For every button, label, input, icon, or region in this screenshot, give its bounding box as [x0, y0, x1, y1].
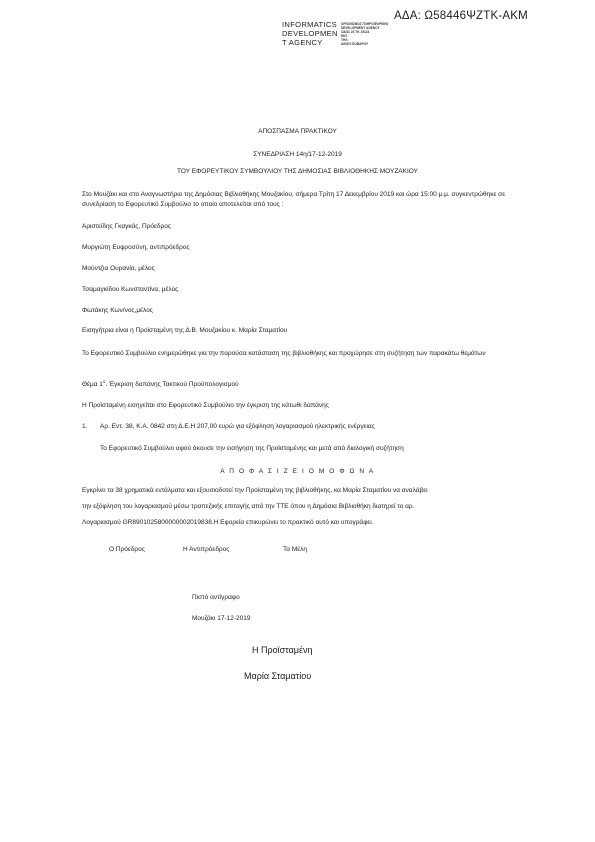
- certified-date: Μουζάκι 17-12-2019: [192, 615, 251, 622]
- member: Μούντζια Ουρανία, μέλος: [82, 265, 155, 272]
- decision-line: Εγκρίνει τα 38 χρηματικά εντάλματα και εξουσιοδοτεί την Προϊσταμένη της βιβλιοθήκης, κα Μαρία Σταματίου να αναλάβει: [82, 487, 428, 494]
- decision-line: Λογαριασμού GR8901025800000002019838.Η Εφορεία επικυρώνει το πρακτικό αυτό και υπογράφει.: [82, 519, 374, 526]
- briefing-paragraph: Το Εφορευτικό Συμβούλιο ενημερώθηκε για την παρούσα κατάσταση της βιβλιοθήκης και προχώρησε στη συζήτηση των παρακάτω θεμάτων: [82, 350, 486, 357]
- certified-copy: Πιστό αντίγραφο: [192, 594, 240, 601]
- signature-members: Τα Μέλη: [283, 546, 307, 553]
- logo-small-text: ΟΡΓΑΝΙΣΜΟΣ ΠΛΗΡΟΦΟΡΙΚΗΣ DEVELOPMENT AGENCY ΟΔΟΣ 23 ΤΚ 15123 ΕΚΣ ΤΗΛ: Δ/ΝΣΗ ΙΣΟΒΑΡΟΥ: [341, 22, 389, 46]
- member-president: Αριστείδης Γκαγκάς, Πρόεδρος: [82, 223, 171, 230]
- intro-paragraph: Στο Μουζάκι και στο Αναγνωστήριο της Δημόσιας Βιβλιοθήκης Μουζακίου, σήμερα Τρίτη 17 Δεκεμβρίου 2019 και ώρα 15:00 μ.μ. συγκεντρώθηκε σε συνεδρίαση το Εφορευτικό Συμβούλιο το οποίο αποτελείται από τους :: [82, 191, 506, 208]
- member-vice-president: Μυργιώτη Ευφροσύνη, αντιπρόεδρος: [82, 244, 190, 251]
- approval-request: Η Προϊσταμένη εισηγείται στο Εφορευτικό Συμβούλιο την έγκριση της κάτωθι δαπάνης: [82, 402, 329, 409]
- item-text: Αρ. Εντ. 38, Κ.Α. 0842 στη Δ.Ε.Η 207,00 ευρώ για εξόφληση λογαριασμού ηλεκτρικής ενέργειας: [100, 423, 375, 430]
- logo-text: INFORMATICS DEVELOPMEN T AGENCY: [282, 20, 338, 47]
- after-discussion: Το Εφορευτικό Συμβούλιο αφού άκουσε την εισήγηση της Προϊσταμένης και μετά από διαλογική συζήτηση: [100, 445, 404, 452]
- agency-logo: [282, 21, 412, 61]
- head-name: Μαρία Σταματίου: [244, 671, 312, 681]
- rapporteur-line: Εισηγήτρια είναι η Προϊσταμένη της Δ.Β. Μουζακίου κ. Μαρία Σταματίου: [82, 327, 288, 334]
- document-title: ΑΠΟΣΠΑΣΜΑ ΠΡΑΚΤΙΚΟΥ: [258, 128, 337, 135]
- head-role: Η Προϊσταμένη: [252, 645, 313, 655]
- item-number: 1.: [82, 423, 88, 430]
- topic-line: Θέμα $1^o$. Έγκριση δαπάνης Τακτικού Προϋπολογισμού: [82, 379, 239, 389]
- member: Τσαμαγκίδου Κωνσταντίνα, μέλος: [82, 286, 179, 293]
- session-number: ΣΥΝΕΔΡΙΑΣΗ 14η/17-12-2019: [253, 151, 342, 158]
- decision-line: την εξόφληση του λογαριασμού μέσω τραπεζικής επιταγής από την ΤΤΕ όπου η Δημόσια Βιβλιοθήκη διατηρεί το αρ.: [82, 503, 415, 510]
- board-name: ΤΟΥ ΕΦΟΡΕΥΤΙΚΟΥ ΣΥΜΒΟΥΛΙΟΥ ΤΗΣ ΔΗΜΟΣΙΑΣ ΒΙΒΛΙΟΘΗΚΗΣ ΜΟΥΖΑΚΙΟΥ: [177, 168, 418, 175]
- member: Φωτάκης Κων/νος,μέλος: [82, 307, 153, 314]
- signature-vice-president: Η Αντιπρόεδρος: [183, 546, 230, 553]
- ada-code: ΑΔΑ: Ω58446ΨΖΤΚ-ΑΚΜ: [394, 10, 528, 22]
- signature-president: Ο Πρόεδρος: [109, 546, 145, 553]
- decision-heading: Α Π Ο Φ Α Σ Ι Ζ Ε Ι Ο Μ Ο Φ Ω Ν Α: [220, 468, 375, 475]
